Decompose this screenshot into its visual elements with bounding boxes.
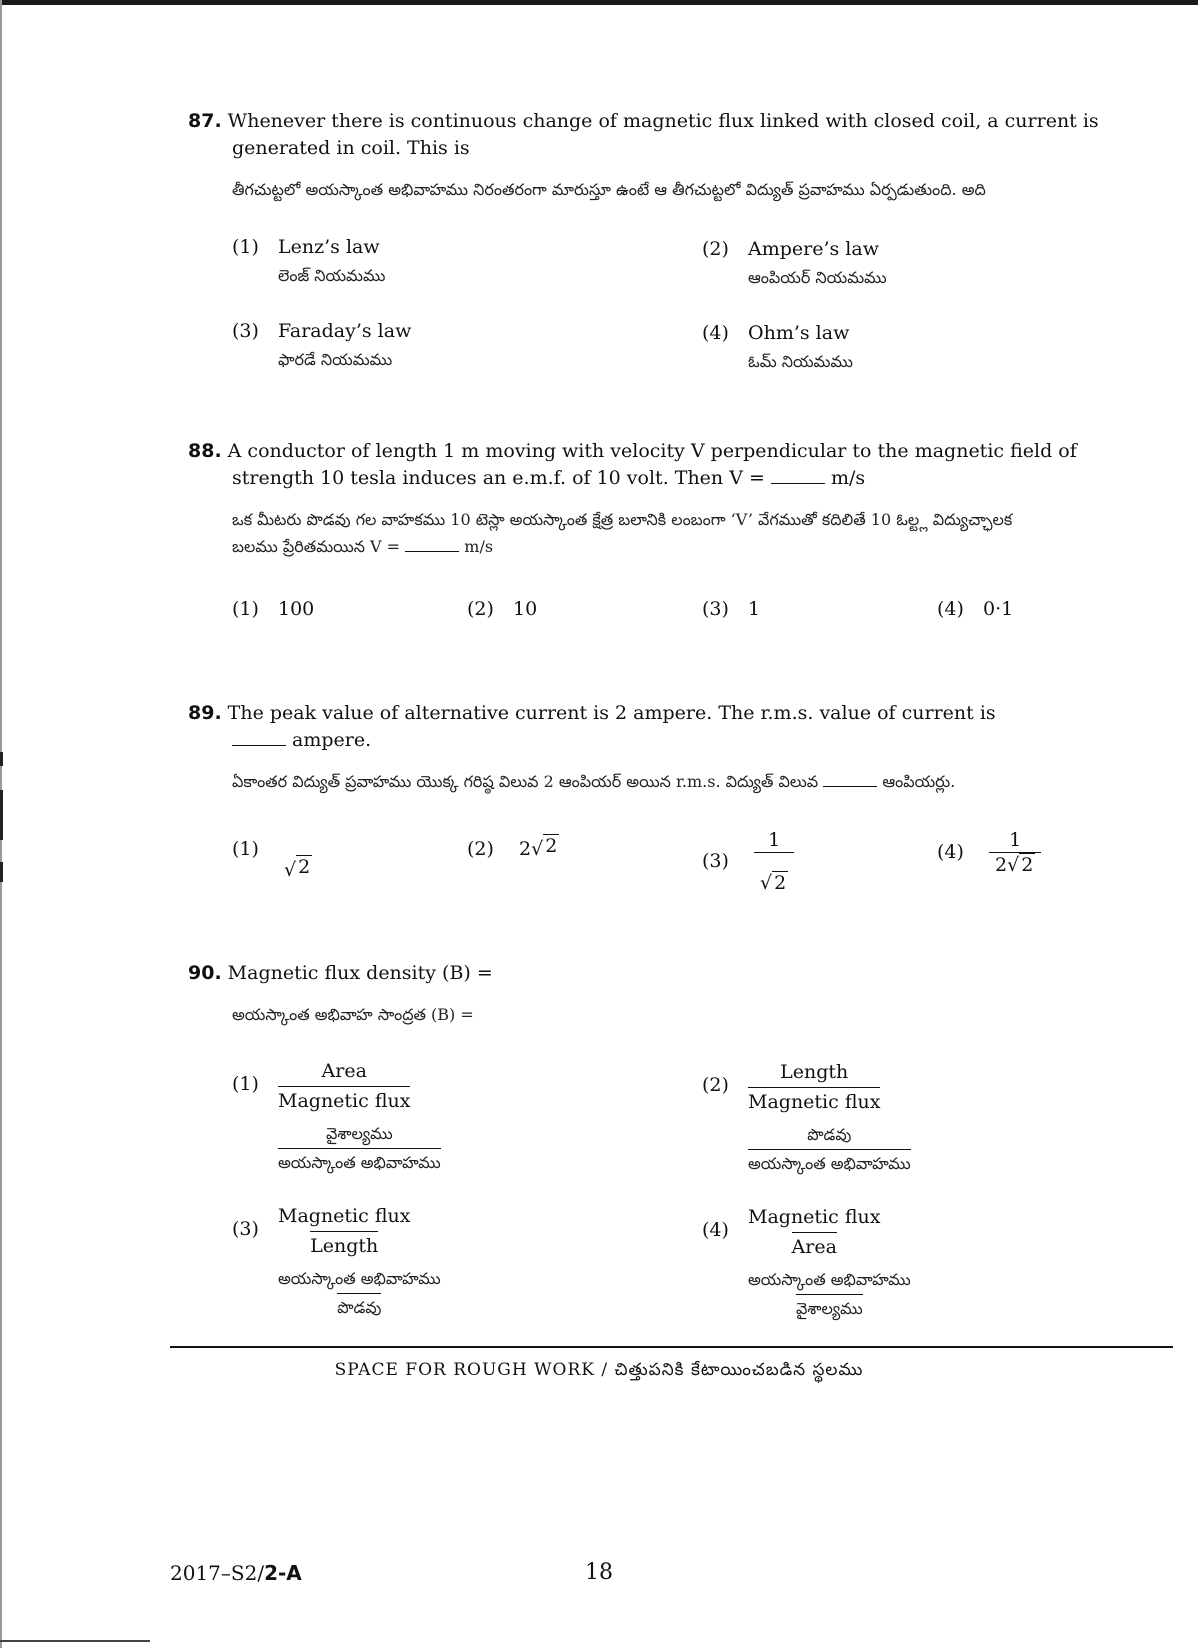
option-88-3[interactable]: (3) 1 (702, 598, 761, 620)
fraction: $\frac{\text{Length}}{\text{Magnetic flux}}$ (748, 1058, 880, 1117)
sqrt-expression: 2 √ 2 (519, 835, 558, 860)
option-89-3[interactable]: (3) 1 √ 2 (702, 828, 794, 895)
fraction-telugu: $\frac{\text{అయస్కాంత అభివాహము}}{\text{వైశాల్యము}}$ (748, 1266, 911, 1323)
scan-mark (0, 790, 3, 840)
option-88-1[interactable]: (1) 100 (232, 598, 315, 620)
option-90-4[interactable]: (4) $\frac{\text{Magnetic flux}}{\text{Area}}$ $\frac{\text{అయస్కాంత అభివాహము}}{\text{వైశాల్యము}}$ (702, 1203, 911, 1323)
page-number: 18 (585, 1560, 613, 1585)
scan-top-edge (0, 0, 1198, 5)
option-90-1[interactable]: (1) $\frac{\text{Area}}{\text{Magnetic flux}}$ $\frac{\text{వైశాల్యము}}{\text{అయస్కాంత అభివాహము}}$ (232, 1057, 441, 1177)
answer-blank (232, 727, 286, 746)
option-87-4[interactable]: (4) Ohm’s law ఓమ్ నియమము (702, 322, 853, 371)
question-number: 87. (188, 110, 222, 132)
option-89-2[interactable]: (2) 2 √ 2 (467, 834, 559, 864)
option-89-4[interactable]: (4) 1 2 √ 2 (937, 828, 1041, 877)
fraction-telugu: $\frac{\text{వైశాల్యము}}{\text{అయస్కాంత అభివాహము}}$ (278, 1120, 441, 1177)
question-89 (188, 700, 1178, 795)
fraction: 1 2 √ 2 (989, 828, 1041, 877)
question-87 (188, 108, 1178, 203)
fraction-telugu: $\frac{\text{అయస్కాంత అభివాహము}}{\text{పొడవు}}$ (278, 1265, 441, 1322)
sqrt-expression: √ 2 (284, 856, 311, 881)
option-87-1[interactable]: (1) Lenz’s law లెంజ్ నియమము (232, 236, 386, 285)
question-88 (188, 438, 1178, 560)
question-text: 87. Whenever there is continuous change of magnetic flux linked with closed coil, a current is generated in coil. This is (188, 110, 1099, 159)
question-telugu: అయస్కాంత అభివాహ సాంద్రత (B) = (232, 1005, 474, 1024)
question-number: 88. (188, 440, 222, 462)
fraction: $\frac{\text{Magnetic flux}}{\text{Length}}$ (278, 1202, 410, 1261)
scan-mark (0, 752, 3, 766)
question-90 (188, 960, 1178, 1028)
fraction: 1 √ 2 (754, 828, 794, 895)
question-number: 90. (188, 962, 222, 984)
answer-blank (771, 465, 825, 484)
option-90-2[interactable]: (2) $\frac{\text{Length}}{\text{Magnetic flux}}$ $\frac{\text{పొడవు}}{\text{అయస్కాంత అభివాహము}}$ (702, 1058, 911, 1178)
question-text: 89. The peak value of alternative current is 2 ampere. The r.m.s. value of current is ampere. (188, 702, 996, 751)
fraction: $\frac{\text{Area}}{\text{Magnetic flux}}$ (278, 1057, 410, 1116)
rough-work-divider (170, 1346, 1173, 1348)
scan-bottom-mark (0, 1640, 150, 1642)
option-90-3[interactable]: (3) $\frac{\text{Magnetic flux}}{\text{Length}}$ $\frac{\text{అయస్కాంత అభివాహము}}{\text{పొడవు}}$ (232, 1202, 441, 1322)
option-87-2[interactable]: (2) Ampere’s law ఆంపియర్ నియమము (702, 238, 887, 287)
answer-blank (823, 768, 877, 787)
option-87-3[interactable]: (3) Faraday’s law ఫారడే నియమము (232, 320, 412, 369)
question-text: 88. A conductor of length 1 m moving with velocity V perpendicular to the magnetic field of strength 10 tesla induces an e.m.f. of 10 volt. Then V = m/s (188, 440, 1077, 489)
question-telugu: తీగచుట్టలో అయస్కాంత అభివాహము నిరంతరంగా మారుస్తూ ఉంటే ఆ తీగచుట్టలో విద్యుత్ ప్రవాహము ఏర్పడుతుంది. అది (232, 180, 986, 199)
answer-blank (405, 533, 459, 552)
fraction-telugu: $\frac{\text{పొడవు}}{\text{అయస్కాంత అభివాహము}}$ (748, 1121, 911, 1178)
fraction: $\frac{\text{Magnetic flux}}{\text{Area}}$ (748, 1203, 880, 1262)
option-88-4[interactable]: (4) 0·1 (937, 598, 1014, 620)
question-text: 90. Magnetic flux density (B) = (188, 962, 493, 984)
question-telugu: ఏకాంతర విద్యుత్ ప్రవాహము యొక్క గరిష్ఠ విలువ 2 ఆంపియర్ అయిన r.m.s. విద్యుత్ విలువ ఆంపియర్లు. (188, 768, 1178, 795)
option-88-2[interactable]: (2) 10 (467, 598, 538, 620)
rough-work-label: SPACE FOR ROUGH WORK / చిత్తుపనికి కేటాయించబడిన స్థలము (334, 1360, 864, 1380)
question-telugu: ఒక మీటరు పొడవు గల వాహకము 10 టెస్లా అయస్కాంత క్షేత్ర బలానికి లంబంగా ‘V’ వేగముతో కదిలితే 10 ఓల్ట్ల విద్యుచ్ఛాలక బలము ప్రేరితమయిన V = m/s (232, 510, 1013, 556)
question-number: 89. (188, 702, 222, 724)
booklet-code: 2017–S2/2-A (170, 1561, 302, 1585)
option-89-1[interactable]: (1) √ 2 (232, 834, 312, 885)
scan-mark (0, 862, 3, 882)
